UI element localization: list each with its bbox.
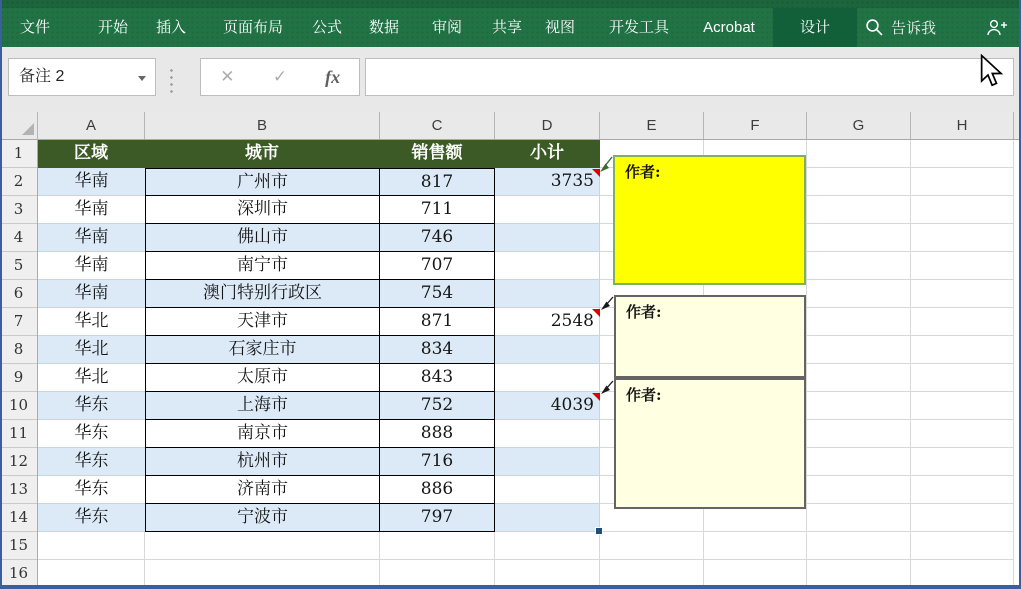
comment-author-label: 作者: [626, 303, 662, 321]
ribbon-tab-设计[interactable]: 设计 [773, 8, 857, 47]
tell-me-label: 告诉我 [891, 20, 937, 37]
name-box-dropdown-icon[interactable] [138, 76, 146, 81]
cancel-icon[interactable]: ✕ [220, 67, 235, 86]
ribbon-tab-开发工具[interactable]: 开发工具 [608, 19, 670, 36]
cell-B9[interactable]: 太原市 [145, 364, 380, 392]
cell-G1[interactable] [807, 140, 911, 168]
select-all-button[interactable] [0, 112, 38, 140]
column-header-H[interactable]: H [911, 112, 1014, 139]
cell-B11[interactable]: 南京市 [145, 420, 380, 448]
tell-me-box[interactable] [865, 8, 936, 47]
comment-box-2[interactable] [614, 295, 806, 378]
cell-H1[interactable] [911, 140, 1014, 168]
row-header-13[interactable]: 13 [0, 476, 37, 504]
cell-C4[interactable]: 746 [380, 224, 495, 252]
comment-author-label: 作者: [626, 386, 662, 404]
cell-G9[interactable] [807, 364, 911, 392]
cell-A15[interactable] [38, 532, 145, 560]
cell-H10[interactable] [911, 392, 1014, 420]
cell-H13[interactable] [911, 476, 1014, 504]
cell-D3[interactable] [495, 196, 600, 224]
row-header-10[interactable]: 10 [0, 392, 37, 420]
column-header-A[interactable]: A [38, 112, 145, 139]
cell-A7[interactable]: 华北 [38, 308, 145, 336]
cell-G14[interactable] [807, 504, 911, 532]
cell-G2[interactable] [807, 168, 911, 196]
cell-A3[interactable]: 华南 [38, 196, 145, 224]
column-header-B[interactable]: B [145, 112, 380, 139]
row-header-6[interactable]: 6 [0, 280, 37, 308]
row-header-7[interactable]: 7 [0, 308, 37, 336]
row-header-3[interactable]: 3 [0, 196, 37, 224]
ribbon-tab-开始[interactable]: 开始 [97, 19, 129, 36]
cell-D7[interactable]: 2548 [495, 308, 600, 336]
cell-A16[interactable] [38, 560, 145, 585]
cell-A9[interactable]: 华北 [38, 364, 145, 392]
cell-D13[interactable] [495, 476, 600, 504]
row-header-14[interactable]: 14 [0, 504, 37, 532]
cell-H7[interactable] [911, 308, 1014, 336]
row-header-15[interactable]: 15 [0, 532, 37, 560]
cell-H8[interactable] [911, 336, 1014, 364]
cell-H14[interactable] [911, 504, 1014, 532]
search-icon [865, 18, 884, 37]
row-header-2[interactable]: 2 [0, 168, 37, 196]
cell-A13[interactable]: 华东 [38, 476, 145, 504]
row-header-11[interactable]: 11 [0, 420, 37, 448]
comment-author-label: 作者: [625, 163, 661, 181]
cell-H16[interactable] [911, 560, 1014, 585]
cell-H3[interactable] [911, 196, 1014, 224]
insert-function-icon[interactable]: fx [325, 66, 341, 87]
column-header-E[interactable]: E [600, 112, 704, 139]
cell-D14[interactable] [495, 504, 600, 532]
cell-C14[interactable]: 797 [380, 504, 495, 532]
cell-C16[interactable] [380, 560, 495, 585]
cell-A8[interactable]: 华北 [38, 336, 145, 364]
row-header-4[interactable]: 4 [0, 224, 37, 252]
title-bar-strip [0, 0, 1021, 8]
cell-H4[interactable] [911, 224, 1014, 252]
cell-A2[interactable]: 华南 [38, 168, 145, 196]
cell-C12[interactable]: 716 [380, 448, 495, 476]
cell-D15[interactable] [495, 532, 600, 560]
cell-B4[interactable]: 佛山市 [145, 224, 380, 252]
formula-input[interactable] [365, 58, 1014, 96]
cell-B13[interactable]: 济南市 [145, 476, 380, 504]
cell-C15[interactable] [380, 532, 495, 560]
cell-H12[interactable] [911, 448, 1014, 476]
cell-C2[interactable]: 817 [380, 168, 495, 196]
column-header-F[interactable]: F [704, 112, 807, 139]
cell-D5[interactable] [495, 252, 600, 280]
cell-B16[interactable] [145, 560, 380, 585]
cell-D4[interactable] [495, 224, 600, 252]
cell-A10[interactable]: 华东 [38, 392, 145, 420]
column-headers [38, 112, 1019, 140]
cell-D12[interactable] [495, 448, 600, 476]
name-box[interactable] [8, 58, 156, 96]
cell-G15[interactable] [807, 532, 911, 560]
cell-B14[interactable]: 宁波市 [145, 504, 380, 532]
cell-A6[interactable]: 华南 [38, 280, 145, 308]
ribbon-tab-公式[interactable]: 公式 [311, 19, 343, 36]
cell-D10[interactable]: 4039 [495, 392, 600, 420]
ribbon-tab-页面布局[interactable]: 页面布局 [222, 19, 284, 36]
comment-box-1[interactable] [613, 155, 806, 285]
cell-H9[interactable] [911, 364, 1014, 392]
cell-B10[interactable]: 上海市 [145, 392, 380, 420]
row-header-8[interactable]: 8 [0, 336, 37, 364]
cell-G16[interactable] [807, 560, 911, 585]
cell-B3[interactable]: 深圳市 [145, 196, 380, 224]
cell-D2[interactable]: 3735 [495, 168, 600, 196]
column-header-C[interactable]: C [380, 112, 495, 139]
cell-F15[interactable] [704, 532, 807, 560]
ribbon-tab-Acrobat[interactable]: Acrobat [703, 19, 755, 36]
ribbon-tab-插入[interactable]: 插入 [155, 19, 187, 36]
cell-H2[interactable] [911, 168, 1014, 196]
cell-H6[interactable] [911, 280, 1014, 308]
sign-in-button[interactable] [986, 8, 1008, 47]
cell-A12[interactable]: 华东 [38, 448, 145, 476]
cell-C1[interactable]: 销售额 [380, 140, 495, 168]
window-border-left [0, 0, 2, 589]
row-header-1[interactable]: 1 [0, 140, 37, 168]
cell-D6[interactable] [495, 280, 600, 308]
row-header-12[interactable]: 12 [0, 448, 37, 476]
cell-H15[interactable] [911, 532, 1014, 560]
cell-G8[interactable] [807, 336, 911, 364]
cell-E16[interactable] [600, 560, 704, 585]
cell-F16[interactable] [704, 560, 807, 585]
sheet-grid [38, 140, 1014, 585]
cell-C8[interactable]: 834 [380, 336, 495, 364]
cell-G13[interactable] [807, 476, 911, 504]
cell-B8[interactable]: 石家庄市 [145, 336, 380, 364]
cell-G3[interactable] [807, 196, 911, 224]
comment-indicator-D10 [592, 393, 600, 401]
cell-H11[interactable] [911, 420, 1014, 448]
cell-G5[interactable] [807, 252, 911, 280]
fill-handle[interactable] [595, 527, 603, 535]
cell-C3[interactable]: 711 [380, 196, 495, 224]
ribbon-tab-共享[interactable]: 共享 [491, 19, 523, 36]
cell-G10[interactable] [807, 392, 911, 420]
cell-C9[interactable]: 843 [380, 364, 495, 392]
cell-C5[interactable]: 707 [380, 252, 495, 280]
row-header-9[interactable]: 9 [0, 364, 37, 392]
cell-D8[interactable] [495, 336, 600, 364]
cell-B1[interactable]: 城市 [145, 140, 380, 168]
cell-C7[interactable]: 871 [380, 308, 495, 336]
formula-bar-divider [170, 67, 173, 93]
comment-indicator-D2 [592, 169, 600, 177]
cell-G6[interactable] [807, 280, 911, 308]
cell-B15[interactable] [145, 532, 380, 560]
ribbon-tab-数据[interactable]: 数据 [368, 19, 400, 36]
row-header-5[interactable]: 5 [0, 252, 37, 280]
cell-A4[interactable]: 华南 [38, 224, 145, 252]
ribbon-tab-bar [0, 0, 1021, 47]
column-header-G[interactable]: G [807, 112, 911, 139]
cell-B2[interactable]: 广州市 [145, 168, 380, 196]
row-headers [0, 140, 38, 585]
cell-B12[interactable]: 杭州市 [145, 448, 380, 476]
cell-D9[interactable] [495, 364, 600, 392]
enter-icon[interactable]: ✓ [272, 67, 288, 86]
row-header-16[interactable]: 16 [0, 560, 37, 585]
cell-C13[interactable]: 886 [380, 476, 495, 504]
ribbon-tab-视图[interactable]: 视图 [544, 19, 576, 36]
formula-bar-row [0, 47, 1021, 112]
column-header-D[interactable]: D [495, 112, 600, 139]
window-border-bottom [0, 585, 1021, 589]
cell-D11[interactable] [495, 420, 600, 448]
name-box-value: 备注 2 [19, 68, 65, 85]
cell-C11[interactable]: 888 [380, 420, 495, 448]
formula-buttons [200, 58, 360, 96]
select-all-triangle-icon [22, 123, 34, 135]
cell-A11[interactable]: 华东 [38, 420, 145, 448]
cell-D1[interactable]: 小计 [495, 140, 600, 168]
cell-C10[interactable]: 752 [380, 392, 495, 420]
cell-C6[interactable]: 754 [380, 280, 495, 308]
cell-B6[interactable]: 澳门特别行政区 [145, 280, 380, 308]
cell-G7[interactable] [807, 308, 911, 336]
add-person-icon [986, 18, 1008, 38]
ribbon-tab-审阅[interactable]: 审阅 [431, 19, 463, 36]
cell-G4[interactable] [807, 224, 911, 252]
cell-A1[interactable]: 区域 [38, 140, 145, 168]
cell-E15[interactable] [600, 532, 704, 560]
ribbon-tab-文件[interactable]: 文件 [19, 19, 51, 36]
cell-G11[interactable] [807, 420, 911, 448]
cell-D16[interactable] [495, 560, 600, 585]
comment-indicator-D7 [592, 309, 600, 317]
cell-H5[interactable] [911, 252, 1014, 280]
cell-A5[interactable]: 华南 [38, 252, 145, 280]
comment-box-3[interactable] [614, 378, 806, 509]
cell-B5[interactable]: 南宁市 [145, 252, 380, 280]
cell-G12[interactable] [807, 448, 911, 476]
cell-A14[interactable]: 华东 [38, 504, 145, 532]
cell-B7[interactable]: 天津市 [145, 308, 380, 336]
